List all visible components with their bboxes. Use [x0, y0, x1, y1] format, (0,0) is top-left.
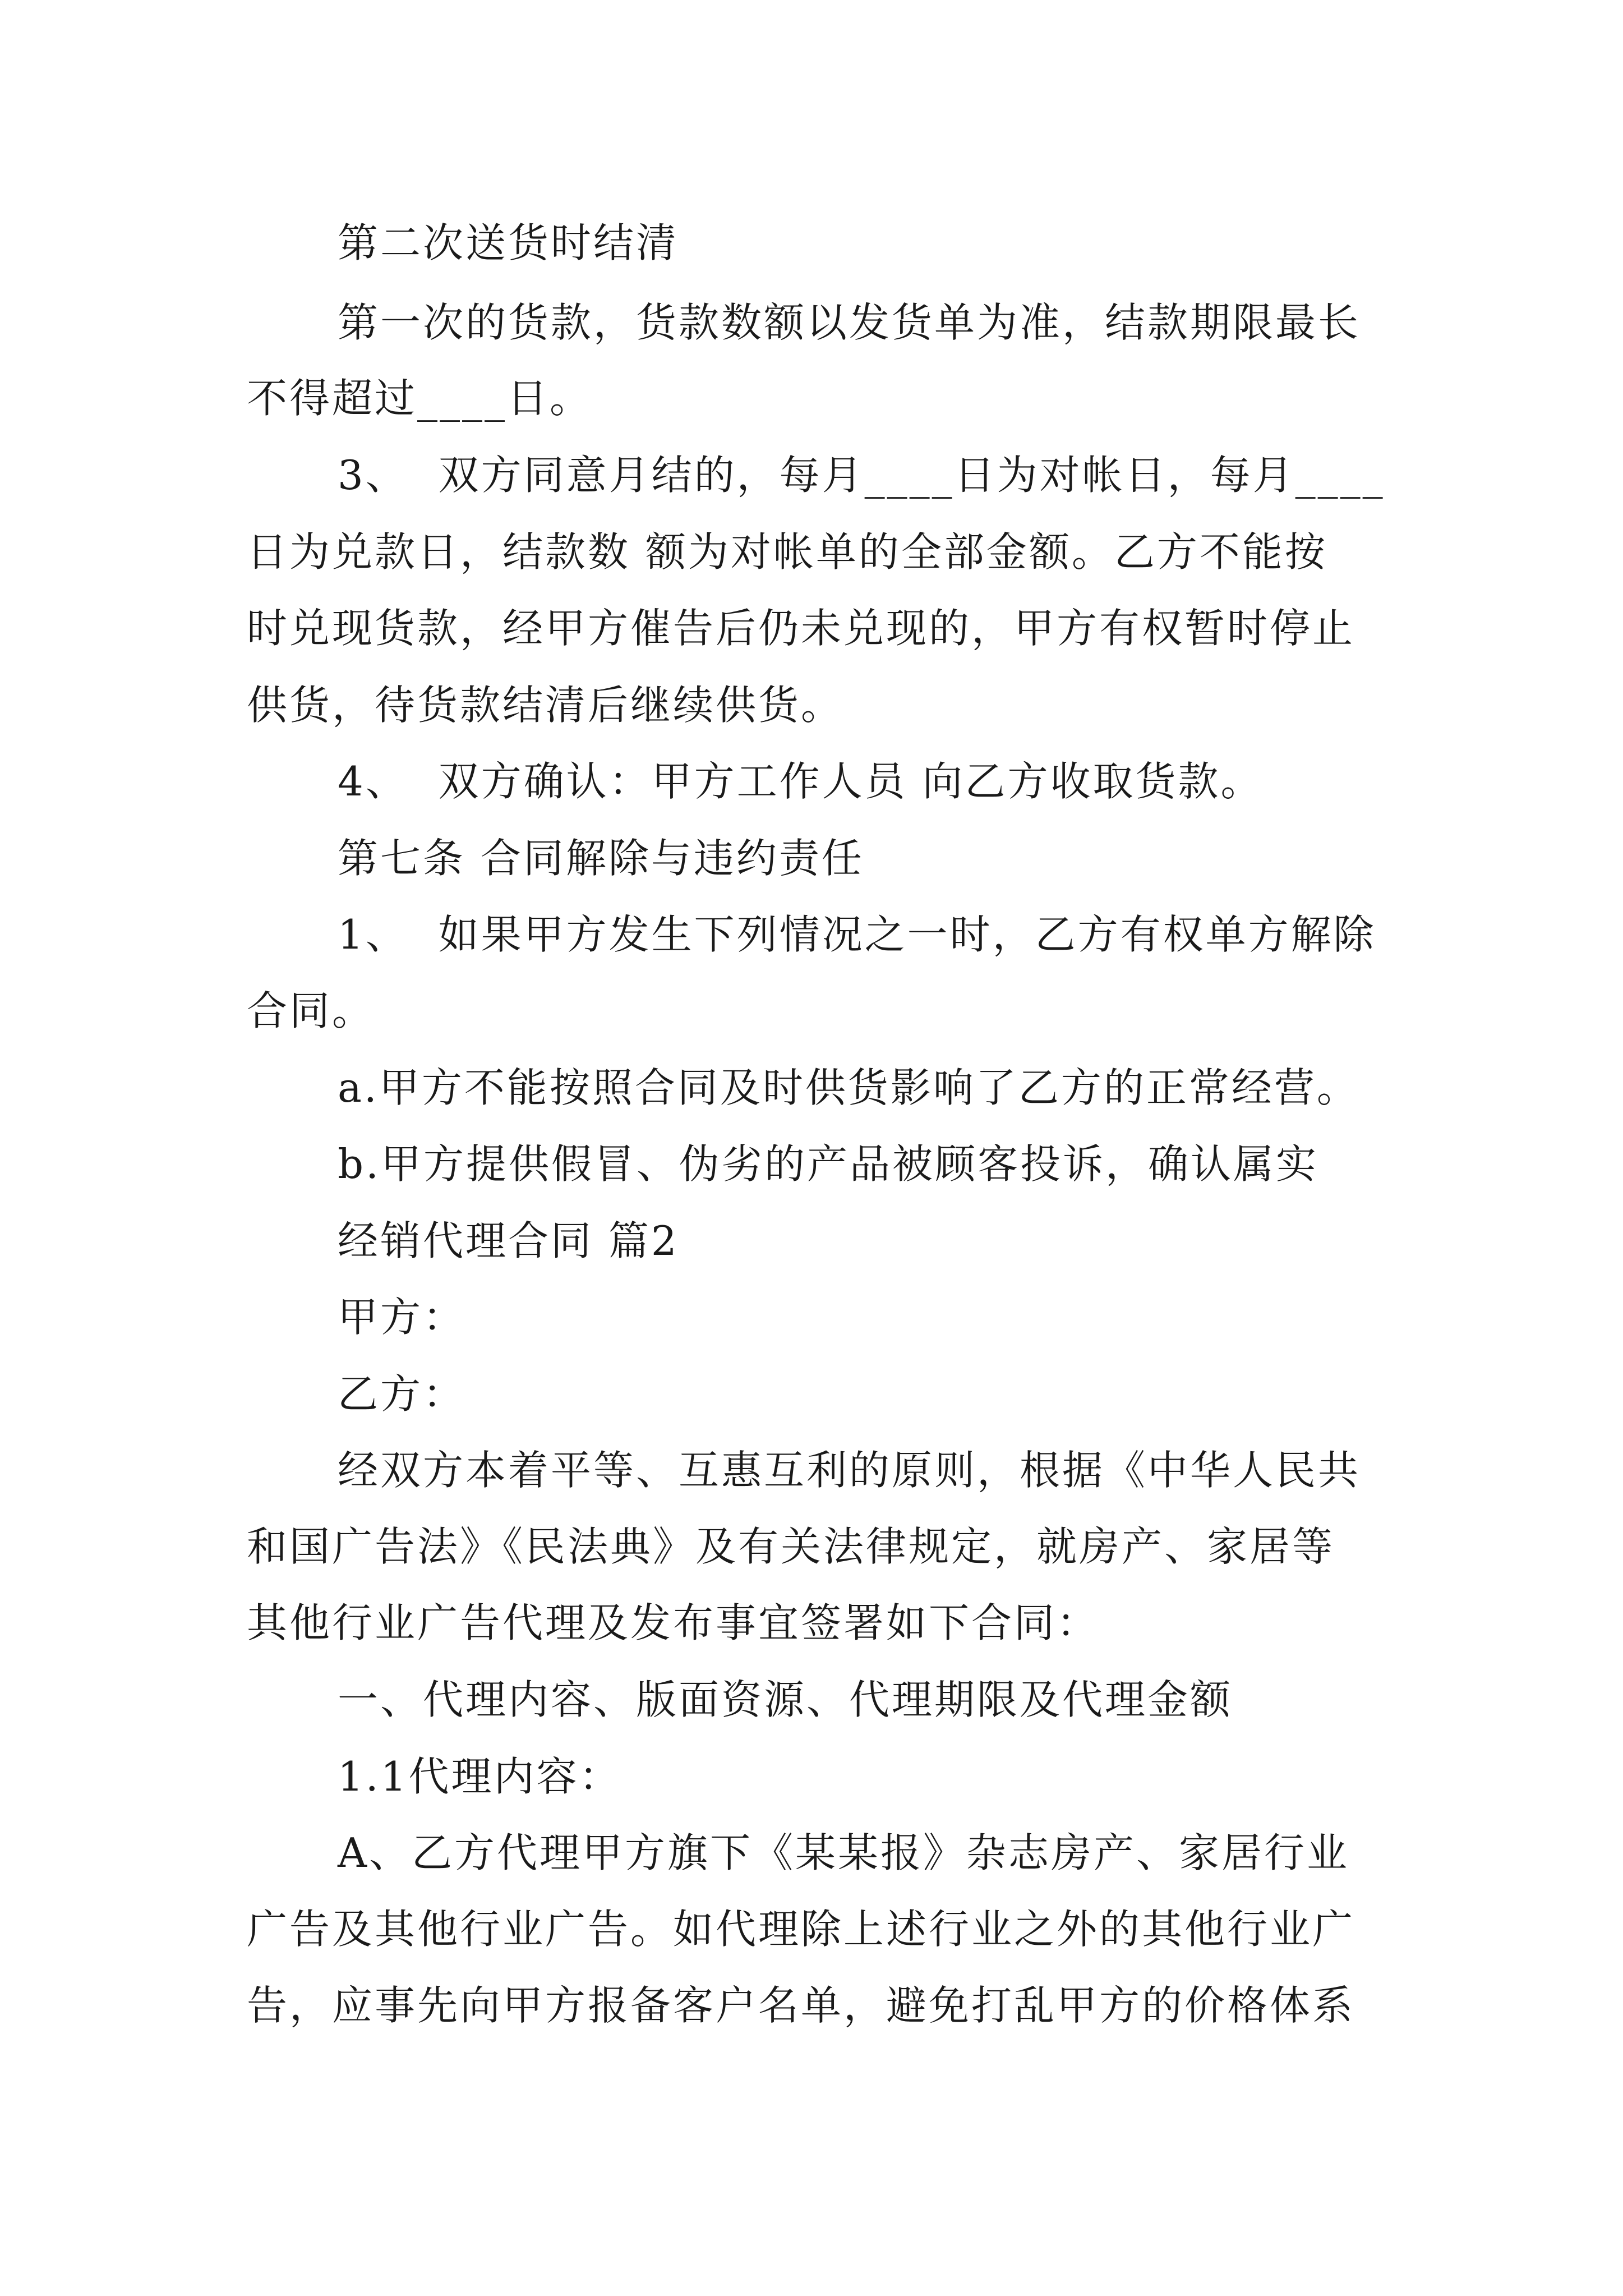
- paragraph-line: 日为兑款日，结款数 额为对帐单的全部金额。乙方不能按: [247, 528, 1327, 576]
- paragraph-line: b.甲方提供假冒、伪劣的产品被顾客投诉，确认属实: [338, 1140, 1318, 1188]
- section-heading: 一、代理内容、版面资源、代理期限及代理金额: [338, 1676, 1233, 1723]
- paragraph-line: 和国广告法》《民法典》及有关法律规定，就房产、家居等: [247, 1523, 1335, 1570]
- paragraph-line: 3、 双方同意月结的，每月____日为对帐日，每月____: [338, 452, 1385, 499]
- paragraph-line: A、乙方代理甲方旗下《某某报》杂志房产、家居行业: [338, 1829, 1349, 1876]
- paragraph-line: 时兑现货款，经甲方催告后仍未兑现的，甲方有权暂时停止: [247, 605, 1355, 652]
- contract-title: 经销代理合同 篇2: [338, 1217, 679, 1264]
- paragraph-line: 广告及其他行业广告。如代理除上述行业之外的其他行业广: [247, 1906, 1355, 1953]
- paragraph-line: 供货，待货款结清后继续供货。: [247, 682, 844, 729]
- paragraph-line: 其他行业广告代理及发布事宜签署如下合同：: [247, 1599, 1100, 1646]
- paragraph-line: a.甲方不能按照合同及时供货影响了乙方的正常经营。: [338, 1064, 1359, 1111]
- paragraph-line: 合同。: [247, 987, 375, 1034]
- party-a-label: 甲方：: [338, 1294, 466, 1341]
- paragraph-line: 经双方本着平等、互惠互利的原则，根据《中华人民共: [338, 1447, 1361, 1494]
- paragraph-line: 4、 双方确认：甲方工作人员 向乙方收取货款。: [338, 758, 1264, 805]
- paragraph-line: 1、 如果甲方发生下列情况之一时，乙方有权单方解除: [338, 911, 1376, 958]
- subsection-heading: 1.1代理内容：: [338, 1753, 622, 1800]
- party-b-label: 乙方：: [338, 1370, 466, 1418]
- paragraph-line: 告，应事先向甲方报备客户名单，避免打乱甲方的价格体系: [247, 1982, 1355, 2029]
- paragraph-line: 第一次的货款，货款数额以发货单为准，结款期限最长: [338, 299, 1361, 346]
- section-heading: 第七条 合同解除与违约责任: [338, 835, 864, 882]
- paragraph-line: 第二次送货时结清: [338, 219, 679, 266]
- paragraph-line: 不得超过____日。: [247, 375, 593, 422]
